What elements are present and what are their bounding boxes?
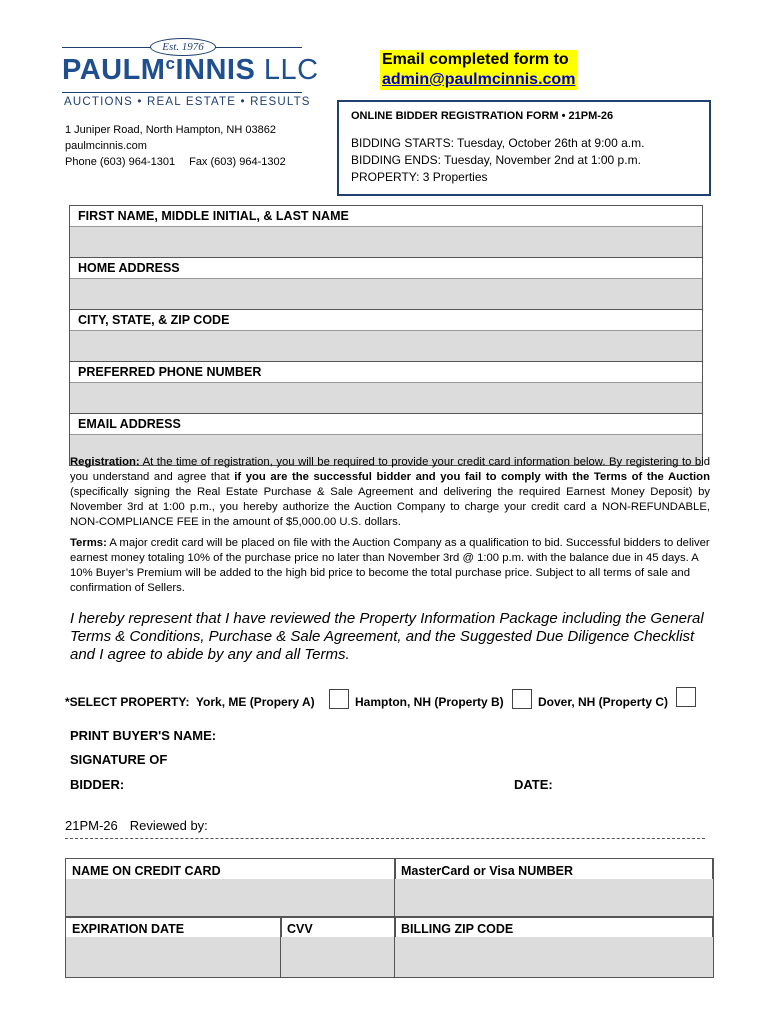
signature-label-2: BIDDER: (70, 777, 125, 792)
company-contact (65, 122, 286, 170)
logo-name-paul: PAUL (62, 54, 141, 86)
checkbox-york[interactable] (329, 689, 349, 709)
field-full-name (69, 205, 703, 257)
company-logo (62, 36, 319, 114)
logo-name-m: M (140, 54, 166, 86)
logo-tagline: AUCTIONS • REAL ESTATE • RESULTS (64, 96, 311, 108)
card-name-input[interactable] (66, 879, 395, 917)
registration-text-1: At the time of registration, you will be required to provide your credit card information below. By registering to bid you understand and agree that (70, 456, 710, 483)
contact-website: paulmcinnis.com (65, 140, 147, 152)
logo-established-seal: Est. 1976 (150, 38, 216, 56)
terms-text: A major credit card will be placed on file with the Auction Company as a qualification to bid. Successful bidders to deliver earnest money totaling 10% of the purchase price no later than November 3rd @ 1:00 p.m. with the balance due in 45 days. A 10% Buyer’s Premium will be added to the high bid price to become the total purchase price. Subject to all terms of sale and confirmation of Sellers. (70, 537, 710, 594)
form-code: 21PM-26 (65, 818, 118, 833)
field-label: CITY, STATE, & ZIP CODE (70, 310, 702, 330)
checkbox-hampton[interactable] (512, 689, 532, 709)
registration-text-2: (specifically signing the Real Estate Purchase & Sale Agreement and delivering the required Earnest Money Deposit) by November 3rd at 1:00 p.m., you hereby authorize the Auction Company to charge your credit card a NON-REFUNDABLE, NON-COMPLIANCE FEE in the amount of $5,000.00 U.S. dollars. (70, 486, 710, 528)
field-label: EMAIL ADDRESS (70, 414, 702, 434)
registration-label: Registration: (70, 456, 140, 468)
select-property-row (65, 688, 705, 712)
billing-zip-label: BILLING ZIP CODE (401, 922, 514, 936)
field-phone (69, 361, 703, 413)
registration-bold-text: if you are the successful bidder and you fail to comply with the Terms of the Auction (234, 471, 710, 483)
credit-card-table (65, 858, 713, 978)
registration-paragraph (70, 455, 710, 530)
card-number-input[interactable] (395, 879, 713, 917)
reviewed-by (65, 818, 208, 833)
property-count: PROPERTY: 3 Properties (351, 170, 488, 184)
cell-card-name (65, 858, 396, 918)
cell-expiration (65, 916, 282, 978)
contact-address: 1 Juniper Road, North Hampton, NH 03862 (65, 124, 276, 136)
field-label: HOME ADDRESS (70, 258, 702, 278)
select-property-heading: *SELECT PROPERTY: (65, 695, 190, 709)
date-label: DATE: (514, 777, 553, 792)
field-city-state-zip (69, 309, 703, 361)
billing-zip-input[interactable] (395, 937, 713, 977)
agreement-statement: I hereby represent that I have reviewed the Property Information Package including the General Terms & Conditions, Purchase & Sale Agreement, and the Suggested Due Diligence Checklist and I agree to abide by any and all Terms. (70, 610, 704, 663)
bidding-starts: BIDDING STARTS: Tuesday, October 26th at 9:00 a.m. (351, 136, 645, 150)
expiration-input[interactable] (66, 937, 281, 977)
cvv-input[interactable] (281, 937, 395, 977)
email-instruction-text: Email completed form to (382, 51, 569, 68)
field-label: PREFERRED PHONE NUMBER (70, 362, 702, 382)
full-name-input[interactable] (70, 226, 702, 257)
option-dover-label: Dover, NH (Property C) (538, 695, 669, 709)
auction-schedule (351, 135, 644, 186)
contact-fax: Fax (603) 964-1302 (189, 156, 286, 168)
phone-input[interactable] (70, 382, 702, 413)
terms-label: Terms: (70, 537, 107, 549)
terms-paragraph (70, 536, 710, 596)
option-hampton-label: Hampton, NH (Property B) (355, 695, 504, 709)
card-number-label: MasterCard or Visa NUMBER (401, 864, 574, 878)
contact-phone: Phone (603) 964-1301 (65, 156, 176, 168)
print-name-label: PRINT BUYER'S NAME: (70, 728, 217, 743)
contact-phones (65, 154, 286, 170)
cell-card-number (394, 858, 714, 918)
logo-name-innis: INNIS (175, 54, 256, 86)
checkbox-dover[interactable] (676, 687, 696, 707)
cell-billing-zip (394, 916, 714, 978)
bidding-ends: BIDDING ENDS: Tuesday, November 2nd at 1:00 p.m. (351, 153, 641, 167)
option-york-label: York, ME (Propery A) (195, 695, 315, 709)
field-label: FIRST NAME, MIDDLE INITIAL, & LAST NAME (70, 206, 702, 226)
signature-label-1: SIGNATURE OF (70, 752, 168, 767)
logo-wordmark (62, 54, 319, 87)
city-state-zip-input[interactable] (70, 330, 702, 361)
logo-name-c: c (165, 54, 176, 73)
home-address-input[interactable] (70, 278, 702, 309)
bidder-info-fields (69, 205, 703, 466)
email-instruction (380, 50, 577, 90)
form-title: ONLINE BIDDER REGISTRATION FORM • 21PM-26 (351, 110, 614, 122)
logo-rule-bottom (62, 92, 302, 93)
select-property-label (65, 695, 315, 709)
email-link[interactable]: admin@paulmcinnis.com (382, 71, 576, 88)
expiration-label: EXPIRATION DATE (72, 922, 185, 936)
card-name-label: NAME ON CREDIT CARD (72, 864, 221, 878)
reviewed-label: Reviewed by: (129, 818, 208, 833)
field-home-address (69, 257, 703, 309)
cell-cvv (280, 916, 396, 978)
cut-line (65, 838, 705, 839)
registration-info-box (337, 100, 711, 196)
cvv-label: CVV (287, 922, 313, 936)
logo-name-llc: LLC (263, 54, 319, 86)
